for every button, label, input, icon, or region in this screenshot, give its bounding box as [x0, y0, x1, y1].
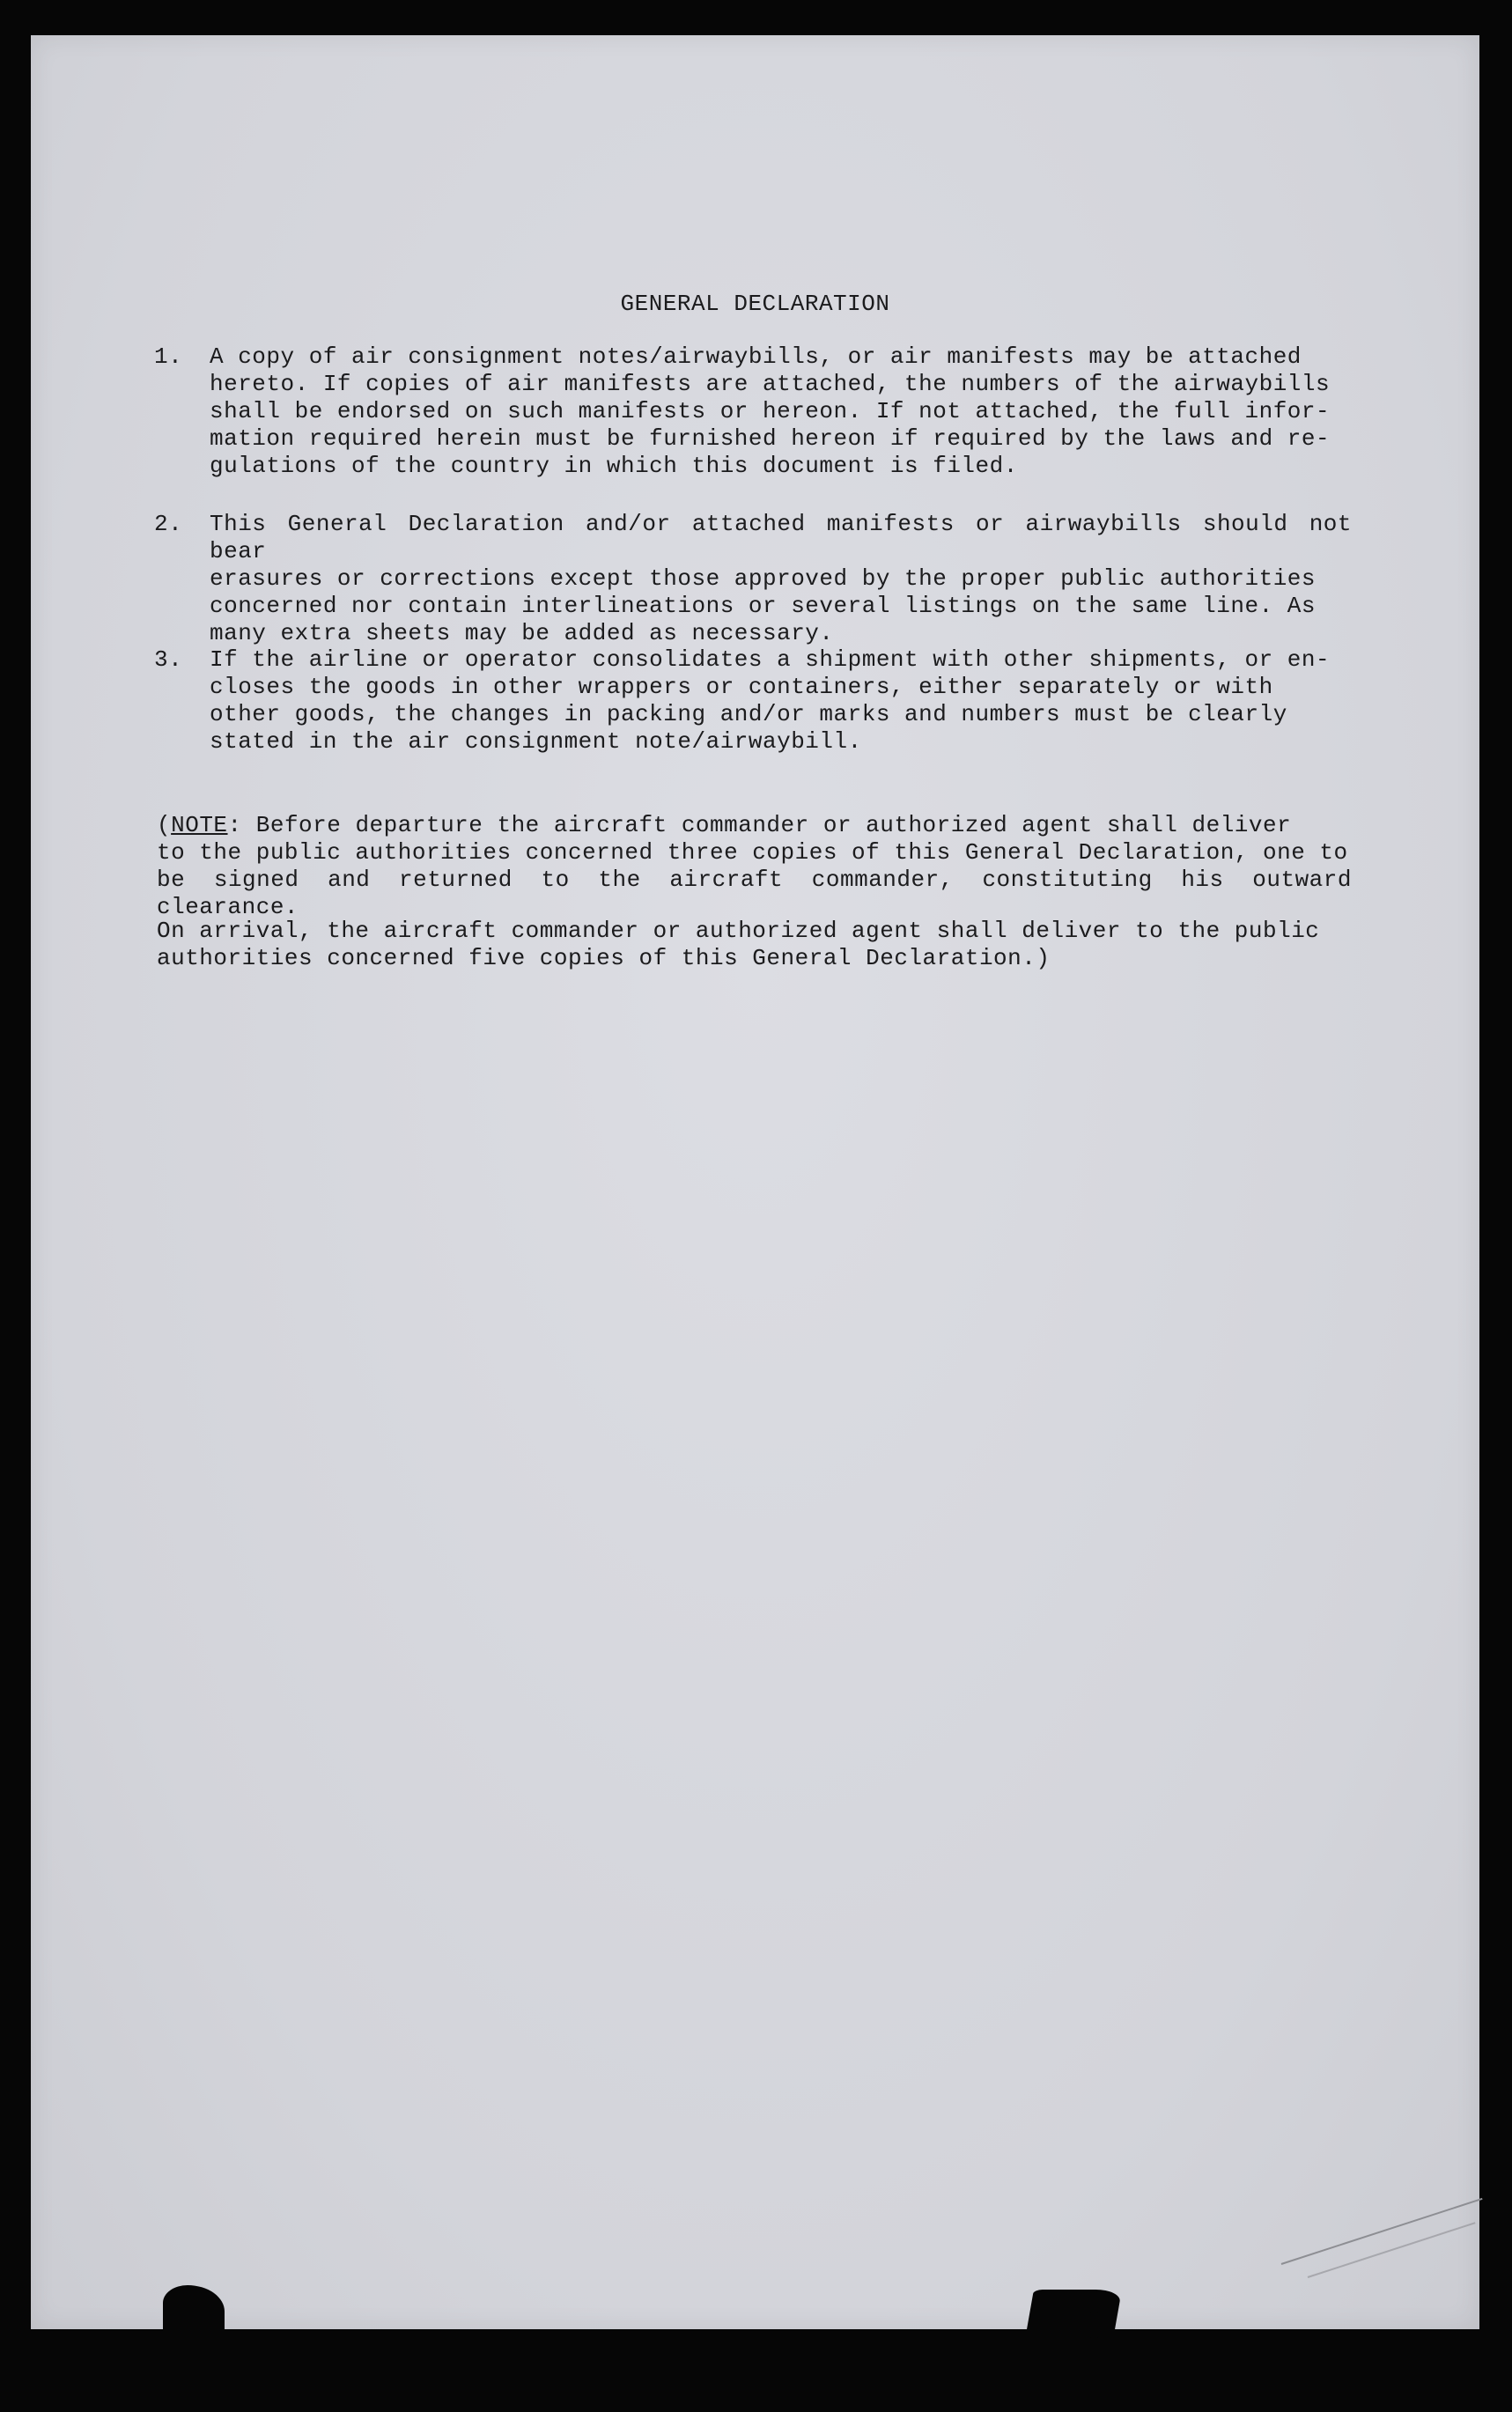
- scan-scratch: [1308, 2222, 1476, 2278]
- note-label: NOTE: [171, 812, 228, 838]
- arrival-paragraph: On arrival, the aircraft commander or authorized agent shall deliver to the public authorities concerned five copies of this General Declaration.): [157, 918, 1320, 971]
- item-text: A copy of air consignment notes/airwaybills, or air manifests may be attached hereto. If copies of air manifests are attached, the numbers of the airwaybills shall be endorsed on such manifests or hereon. If not attached, the full infor- mation required herein must be furnished hereon if required by the laws and re- gulations of the country in which this document is filed.: [210, 343, 1331, 479]
- item-text: If the airline or operator consolidates a shipment with other shipments, or en- closes the goods in other wrappers or containers, either separately or with other goods, the changes in packing and/or marks and numbers must be clearly stated in the air consignment note/airwaybill.: [210, 646, 1331, 755]
- note-open-paren: (: [157, 812, 172, 838]
- note-text: : Before departure the aircraft commander or authorized agent shall deliver to the public authorities concerned three copies of this General Declaration, one to be signed and returned to the aircraft commander, constituting his outward clearance.: [157, 812, 1352, 920]
- item-number: 1.: [154, 343, 183, 370]
- scan-scratch: [1281, 2198, 1483, 2265]
- item-text: This General Declaration and/or attached manifests or airwaybills should not bear erasures or corrections except those approved by the proper public authorities concerned nor contain interlineations or several listings on the same line. As many extra sheets may be added as necessary.: [210, 511, 1352, 646]
- torn-edge: [1079, 2312, 1110, 2338]
- note-paragraph: [157, 812, 1352, 921]
- document-title: GENERAL DECLARATION: [620, 291, 890, 317]
- item-number: 3.: [154, 646, 183, 673]
- document-sheet: [31, 35, 1479, 2329]
- item-number: 2.: [154, 511, 183, 537]
